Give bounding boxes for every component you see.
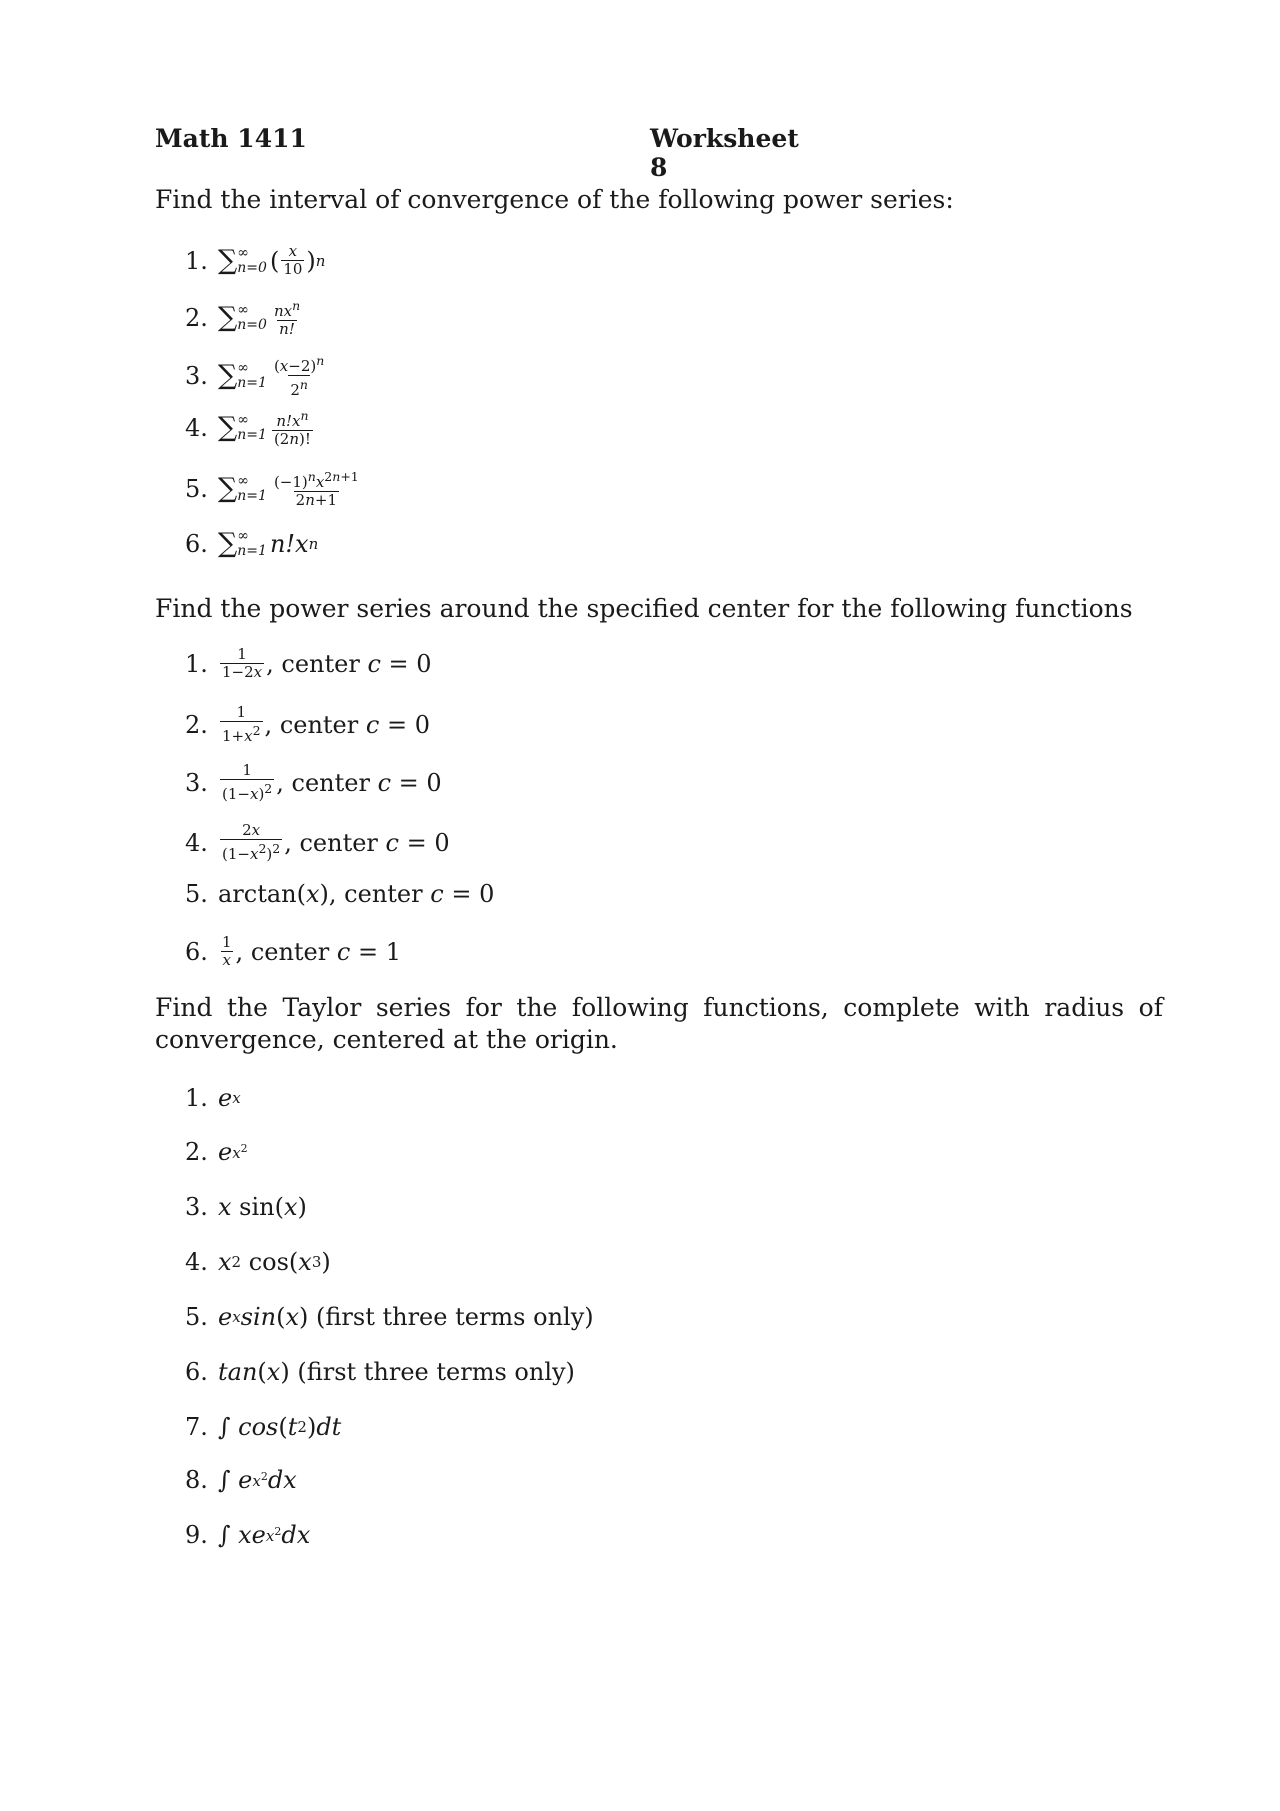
s2-item-4: 4. $\frac{2x}{(1-x^2)^2}$ , center c = 0 xyxy=(185,821,450,863)
s2-item-1: 1. $\frac{1}{1-2x}$ , center c = 0 xyxy=(185,645,432,681)
s1-item-1: 1. ∑ ∞ n=0 ( $\frac{x}{10}$ ) n xyxy=(185,242,326,278)
s3-item-8: 8. ∫ e $x^2$ dx xyxy=(185,1466,297,1494)
s2-item-3: 3. $\frac{1}{(1-x)^2}$ , center c = 0 xyxy=(185,761,442,803)
s1-item-2: 2. ∑ ∞ n=0 $\frac{nx^n}{n!}$ xyxy=(185,298,301,338)
s3-item-3: 3. x sin( x ) xyxy=(185,1193,307,1221)
course-name: Math 1411 xyxy=(155,124,307,153)
s1-item-4: 4. ∑ ∞ n=1 $\frac{n!x^n}{(2n)!}$ xyxy=(185,408,311,448)
s1-item-5: 5. ∑ ∞ n=1 $\frac{(-1)^nx^{2n+1}}{2n+1}$ xyxy=(185,469,359,509)
s3-item-5: 5. e x sin ( x ) (first three terms only) xyxy=(185,1303,594,1331)
s2-item-6: 6. $\frac{1}{x}$ , center c = 1 xyxy=(185,933,401,969)
s3-item-4: 4. x 2 cos( x 3 ) xyxy=(185,1248,331,1276)
section1-intro: Find the interval of convergence of the following power series: xyxy=(155,185,954,214)
s1-item-3: 3. ∑ ∞ n=1 $\frac{(x-2)^n}{2^n}$ xyxy=(185,353,325,399)
s2-item-2: 2. $\frac{1}{1+x^2}$ , center c = 0 xyxy=(185,703,430,745)
s2-item-5: 5. arctan( x ), center c = 0 xyxy=(185,880,495,908)
s3-item-2: 2. e $x^2$ xyxy=(185,1138,248,1166)
s3-item-6: 6. tan ( x ) (first three terms only) xyxy=(185,1358,575,1386)
s3-item-7: 7. ∫ cos ( t 2 ) dt xyxy=(185,1413,342,1441)
s1-item-6: 6. ∑ ∞ n=1 n!x n xyxy=(185,527,319,559)
section2-intro: Find the power series around the specified center for the following functions xyxy=(155,594,1133,623)
worksheet-title: Worksheet 8 xyxy=(650,124,799,182)
s3-item-1: 1. e x xyxy=(185,1084,241,1112)
s3-item-9: 9. ∫ xe $x^2$ dx xyxy=(185,1521,311,1549)
section3-intro: Find the Taylor series for the following functions, complete with radius of convergence, centered at the origin. xyxy=(155,993,1163,1054)
